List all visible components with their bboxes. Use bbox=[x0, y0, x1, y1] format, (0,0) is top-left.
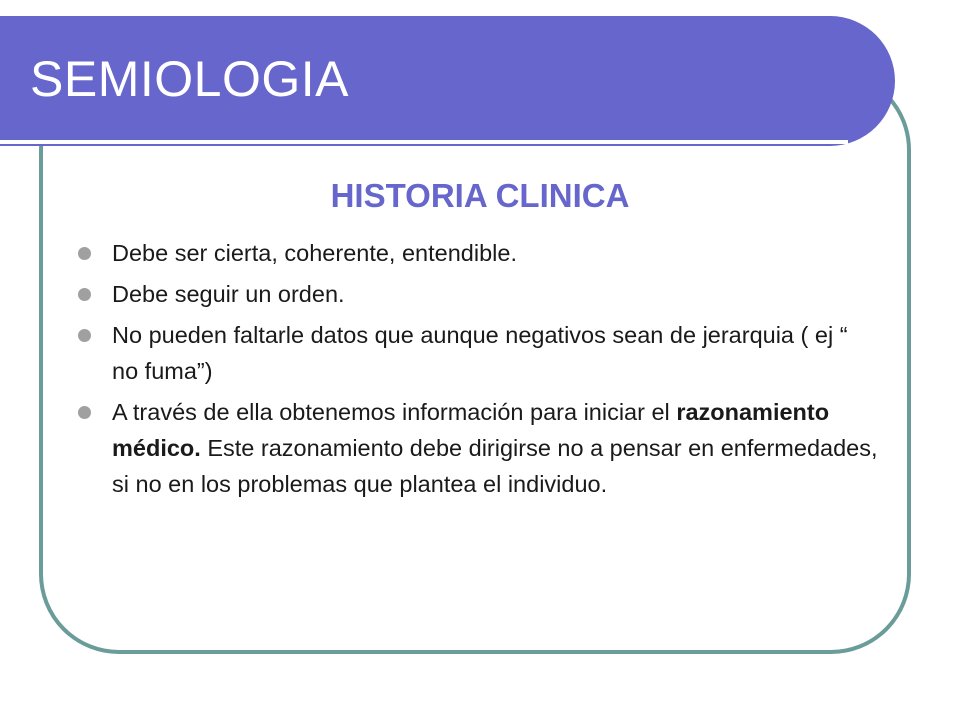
bullet-item bbox=[78, 394, 878, 502]
slide-title: SEMIOLOGIA bbox=[30, 51, 349, 107]
bullet-text-after: Este razonamiento debe dirigirse no a pensar en enfermedades, si no en los problemas que plantea el individuo. bbox=[112, 435, 878, 497]
bullet-item bbox=[78, 276, 878, 312]
bullet-item bbox=[78, 317, 878, 389]
bullet-text: No pueden faltarle datos que aunque negativos sean de jerarquia ( ej “ no fuma”) bbox=[112, 322, 848, 384]
bullet-item bbox=[78, 235, 878, 271]
bullet-text-emphasis: razonamiento médico. bbox=[112, 399, 830, 461]
bullet-dot-icon bbox=[78, 288, 91, 301]
bullet-list bbox=[78, 235, 878, 507]
bullet-text: Debe ser cierta, coherente, entendible. bbox=[112, 240, 517, 266]
title-divider bbox=[0, 140, 848, 144]
bullet-dot-icon bbox=[78, 406, 91, 419]
bullet-dot-icon bbox=[78, 247, 91, 260]
title-banner bbox=[0, 16, 895, 146]
slide-subtitle: HISTORIA CLINICA bbox=[330, 177, 630, 214]
bullet-text-before: A través de ella obtenemos información para iniciar el bbox=[112, 399, 677, 425]
bullet-text: Debe seguir un orden. bbox=[112, 281, 345, 307]
bullet-dot-icon bbox=[78, 329, 91, 342]
